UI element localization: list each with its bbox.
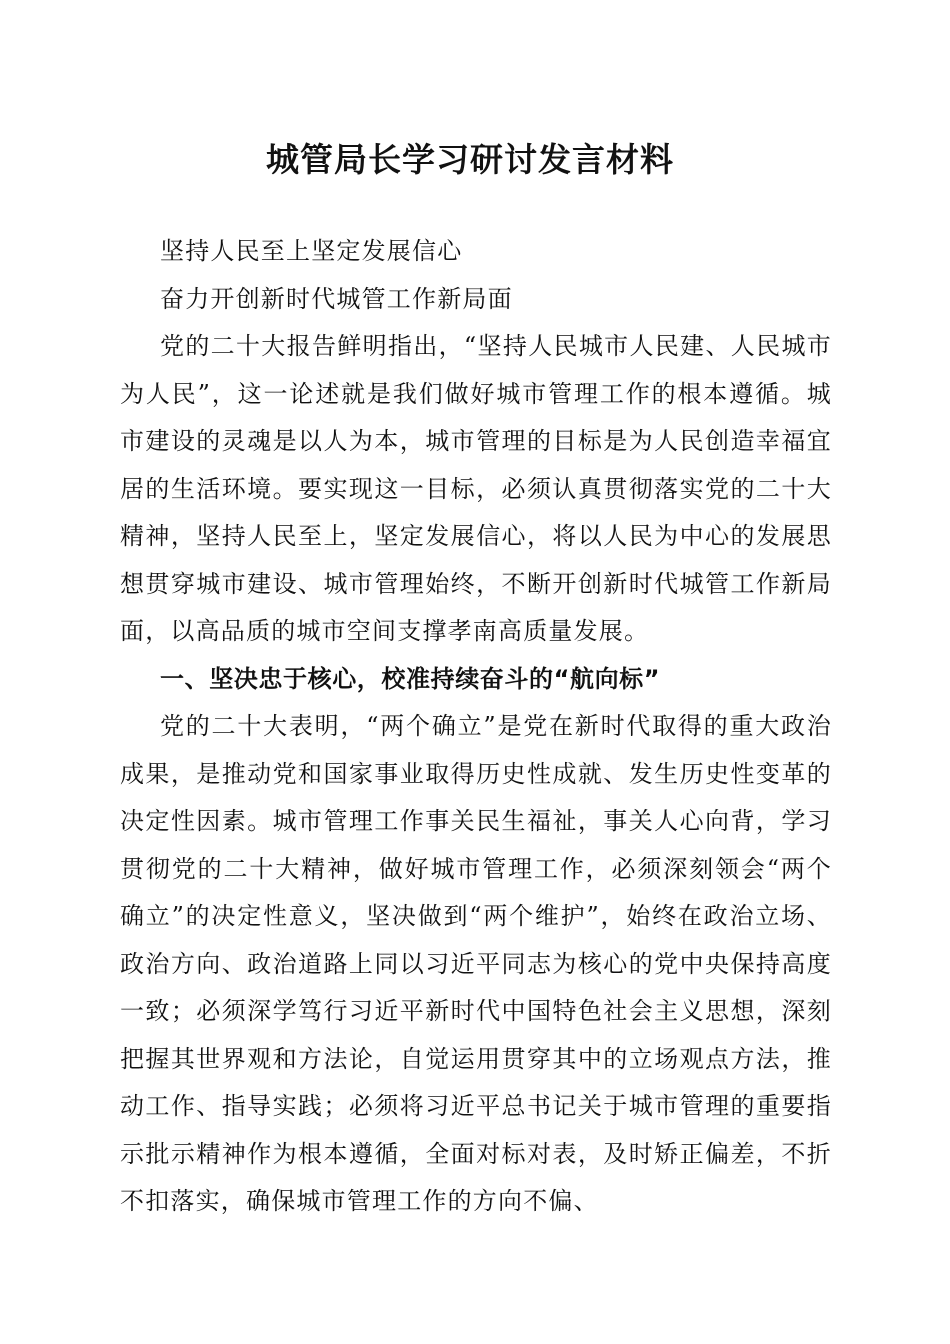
intro-paragraph: 党的二十大报告鲜明指出，“坚持人民城市人民建、人民城市为人民”，这一论述就是我们做好城市管理工作的根本遵循。城市建设的灵魂是以人为本，城市管理的目标是为人民创造幸福宜居的生活环境。要实现这一目标，必须认真贯彻落实党的二十大精神，坚持人民至上，坚定发展信心，将以人民为中心的发展思想贯穿城市建设、城市管理始终，不断开创新时代城管工作新局面，以高品质的城市空间支撑孝南高质量发展。: [120, 332, 832, 645]
section-1-paragraph: 党的二十大表明，“两个确立”是党在新时代取得的重大政治成果，是推动党和国家事业取得历史性成就、发生历史性变革的决定性因素。城市管理工作事关民生福祉，事关人心向背，学习贯彻党的二十大精神，做好城市管理工作，必须深刻领会“两个确立”的决定性意义，坚决做到“两个维护”，始终在政治立场、政治方向、政治道路上同以习近平同志为核心的党中央保持高度一致；必须深学笃行习近平新时代中国特色社会主义思想，深刻把握其世界观和方法论，自觉运用贯穿其中的立场观点方法，推动工作、指导实践；必须将习近平总书记关于城市管理的重要指示批示精神作为根本遵循，全面对标对表，及时矫正偏差，不折不扣落实，确保城市管理工作的方向不偏、: [120, 712, 832, 1215]
document-title: 城管局长学习研讨发言材料: [266, 140, 674, 179]
subtitle-line-1: 坚持人民至上坚定发展信心: [160, 237, 463, 265]
document-body: [120, 228, 832, 1226]
subtitle-line-2: 奋力开创新时代城管工作新局面: [160, 284, 513, 313]
section-1-heading: 一、坚决忠于核心，校准持续奋斗的“航向标”: [160, 664, 661, 693]
